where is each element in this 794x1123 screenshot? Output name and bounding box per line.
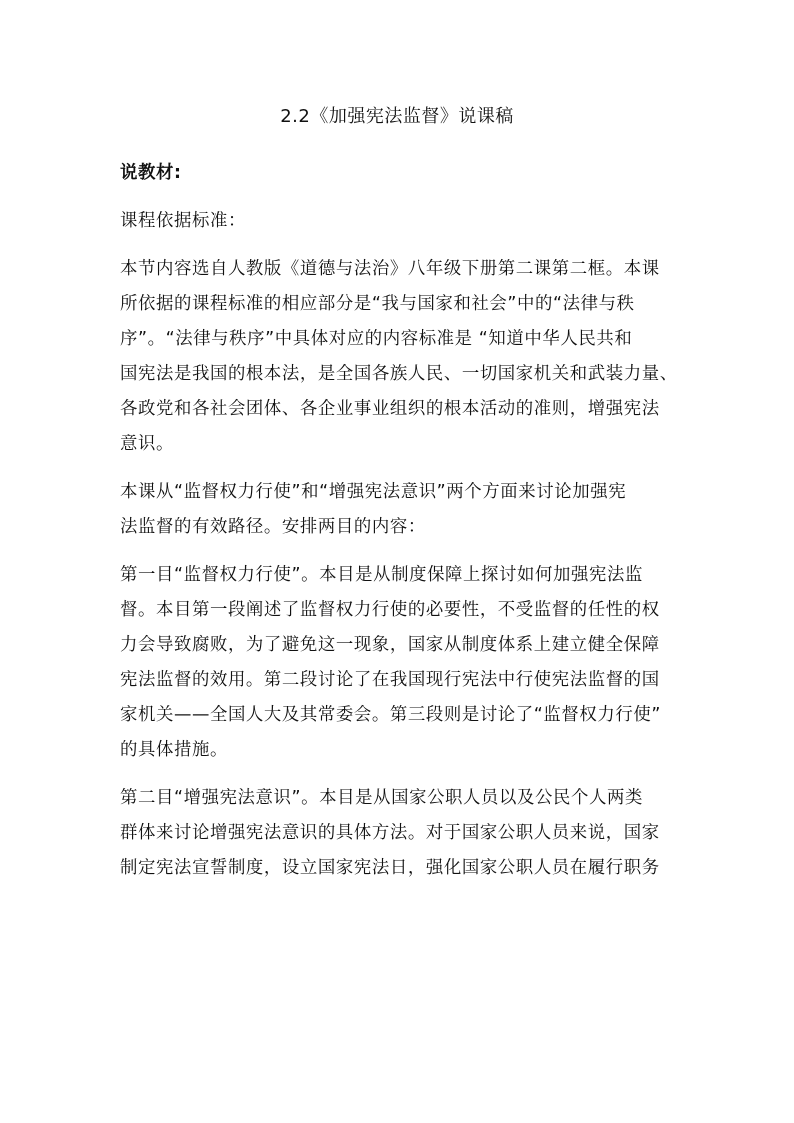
paragraph-lesson-overview — [120, 475, 678, 545]
paragraph-second-item — [120, 781, 678, 886]
text-line: 第一目“监督权力行使”。本目是从制度保障上探讨如何加强宪法监 — [120, 565, 643, 585]
text-line: 各政党和各社会团体、各企业事业组织的根本活动的准则，增强宪法 — [120, 399, 660, 419]
paragraph-first-item — [120, 558, 678, 768]
text-line: 第二目“增强宪法意识”。本目是从国家公职人员以及公民个人两类 — [120, 788, 643, 808]
document-title: 2.2《加强宪法监督》说课稿 — [280, 106, 514, 127]
text-line: 督。本目第一段阐述了监督权力行使的必要性，不受监督的任性的权 — [120, 600, 660, 620]
text-line: 力会导致腐败，为了避免这一现象，国家从制度体系上建立健全保障 — [120, 635, 660, 655]
text-line: 家机关——全国人大及其常委会。第三段则是讨论了“监督权力行使” — [120, 705, 661, 725]
paragraph-course-standard — [120, 252, 678, 462]
text-line: 所依据的课程标准的相应部分是“我与国家和社会”中的“法律与秩 — [120, 294, 635, 314]
text-line: 本课从“监督权力行使”和“增强宪法意识”两个方面来讨论加强宪 — [120, 482, 627, 502]
text-line: 群体来讨论增强宪法意识的具体方法。对于国家公职人员来说，国家 — [120, 823, 660, 843]
text-line: 意识。 — [120, 434, 174, 454]
section-heading: 说教材: — [120, 163, 182, 183]
text-line: 的具体措施。 — [120, 740, 228, 760]
text-line: 法监督的有效路径。安排两目的内容： — [120, 517, 426, 537]
sub-heading: 课程依据标准： — [120, 211, 246, 231]
document-body — [120, 156, 678, 886]
text-line: 制定宪法宣誓制度，设立国家宪法日，强化国家公职人员在履行职务 — [120, 858, 660, 878]
text-line: 宪法监督的效用。第二段讨论了在我国现行宪法中行使宪法监督的国 — [120, 670, 660, 690]
text-line: 序”。“法律与秩序”中具体对应的内容标准是 “知道中华人民共和 — [120, 329, 633, 349]
text-line: 本节内容选自人教版《道德与法治》八年级下册第二课第二框。本课 — [120, 259, 660, 279]
text-line: 国宪法是我国的根本法，是全国各族人民、一切国家机关和武装力量、 — [120, 364, 678, 384]
